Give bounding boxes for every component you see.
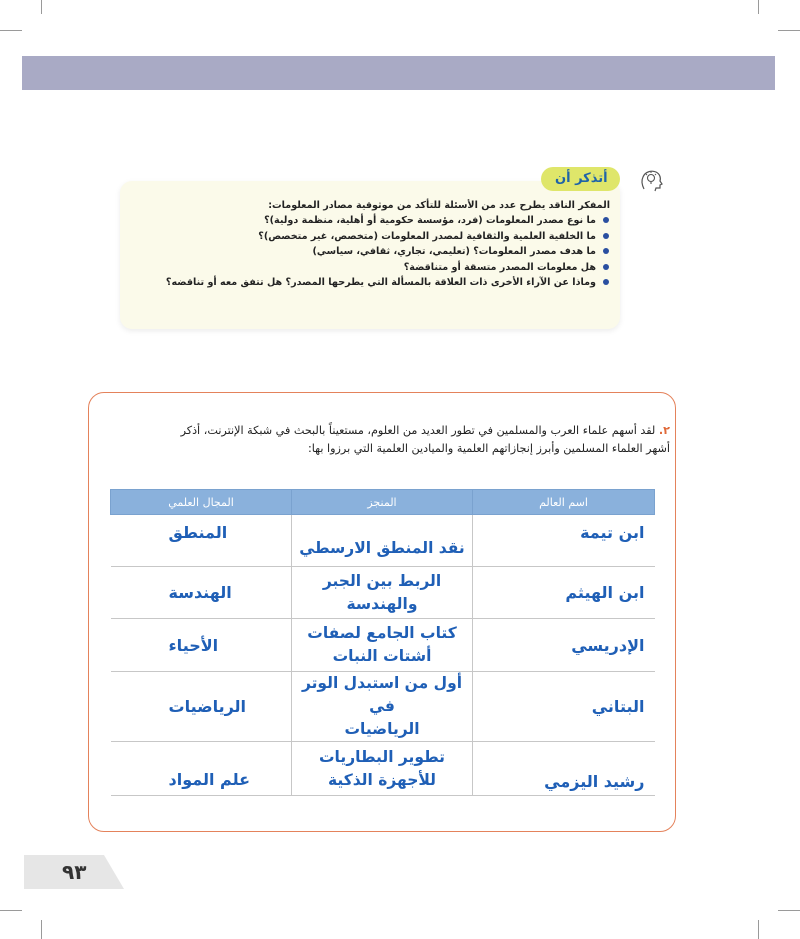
remember-content	[120, 198, 610, 290]
table-row	[111, 742, 655, 796]
remember-title: أتذكر أن	[541, 167, 620, 191]
crop-mark	[778, 910, 800, 911]
list-item: وماذا عن الآراء الأخرى ذات العلاقة بالمسألة التي يطرحها المصدر؟ هل تتفق معه أو تناقضه؟	[120, 275, 596, 290]
crop-mark	[0, 30, 22, 31]
remember-intro: المفكر الناقد يطرح عدد من الأسئلة للتأكد من موثوقية مصادر المعلومات:	[268, 200, 610, 211]
crop-mark	[758, 0, 759, 14]
achievement-cell: أول من استبدل الوتر في الرياضيات	[292, 672, 473, 742]
achievement-cell: كتاب الجامع لصفات أشتات النبات	[292, 619, 473, 672]
list-item: هل معلومات المصدر متسقة أو متناقضة؟	[120, 260, 596, 275]
crop-mark	[778, 30, 800, 31]
achievement-cell: تطوير البطاريات للأجهزة الذكية	[292, 742, 473, 796]
field-cell: الرياضيات	[111, 672, 292, 742]
remember-list	[120, 213, 610, 290]
crop-mark	[0, 910, 22, 911]
crop-mark	[41, 920, 42, 939]
question-number: ٢.	[658, 424, 670, 437]
scholar-cell: ابن تيمة	[473, 515, 655, 567]
question-line-1: لقد أسهم علماء العرب والمسلمين في تطور العديد من العلوم، مستعيناً بالبحث في شبكة الإنترنت، أذكر	[180, 424, 656, 437]
header-field: المجال العلمي	[111, 490, 292, 515]
field-cell: الهندسة	[111, 567, 292, 619]
list-item: ما نوع مصدر المعلومات (فرد، مؤسسة حكومية أو أهلية، منظمة دولية)؟	[120, 213, 596, 228]
table-row	[111, 619, 655, 672]
header-band	[22, 56, 775, 90]
activity-question	[112, 422, 670, 458]
bullet-icon	[603, 248, 609, 254]
lightbulb-head-icon	[638, 167, 664, 193]
scholar-cell: البتاني	[473, 672, 655, 742]
achievement-cell: الربط بين الجبر والهندسة	[292, 567, 473, 619]
bullet-icon	[603, 264, 609, 270]
scholars-table	[110, 489, 655, 796]
table-header-row	[111, 490, 655, 515]
bullet-icon	[603, 279, 609, 285]
list-item: ما الخلفية العلمية والثقافية لمصدر المعلومات (متخصص، غير متخصص)؟	[120, 229, 596, 244]
header-scholar: اسم العالم	[473, 490, 655, 515]
crop-mark	[41, 0, 42, 14]
list-item: ما هدف مصدر المعلومات؟ (تعليمي، تجاري، ثقافي، سياسي)	[120, 244, 596, 259]
scholar-cell: الإدريسي	[473, 619, 655, 672]
field-cell: المنطق	[111, 515, 292, 567]
bullet-icon	[603, 233, 609, 239]
achievement-cell: نقد المنطق الارسطي	[292, 515, 473, 567]
scholar-cell: ابن الهيثم	[473, 567, 655, 619]
header-achievement: المنجز	[292, 490, 473, 515]
table-row	[111, 567, 655, 619]
question-line-2: أشهر العلماء المسلمين وأبرز إنجازاتهم العلمية والميادين العلمية التي برزوا بها:	[307, 442, 670, 455]
table-row	[111, 515, 655, 567]
crop-mark	[758, 920, 759, 939]
table-row	[111, 672, 655, 742]
scholar-cell: رشيد اليزمي	[473, 742, 655, 796]
field-cell: علم المواد	[111, 742, 292, 796]
field-cell: الأحياء	[111, 619, 292, 672]
page-number: ٩٣	[62, 860, 87, 884]
bullet-icon	[603, 217, 609, 223]
